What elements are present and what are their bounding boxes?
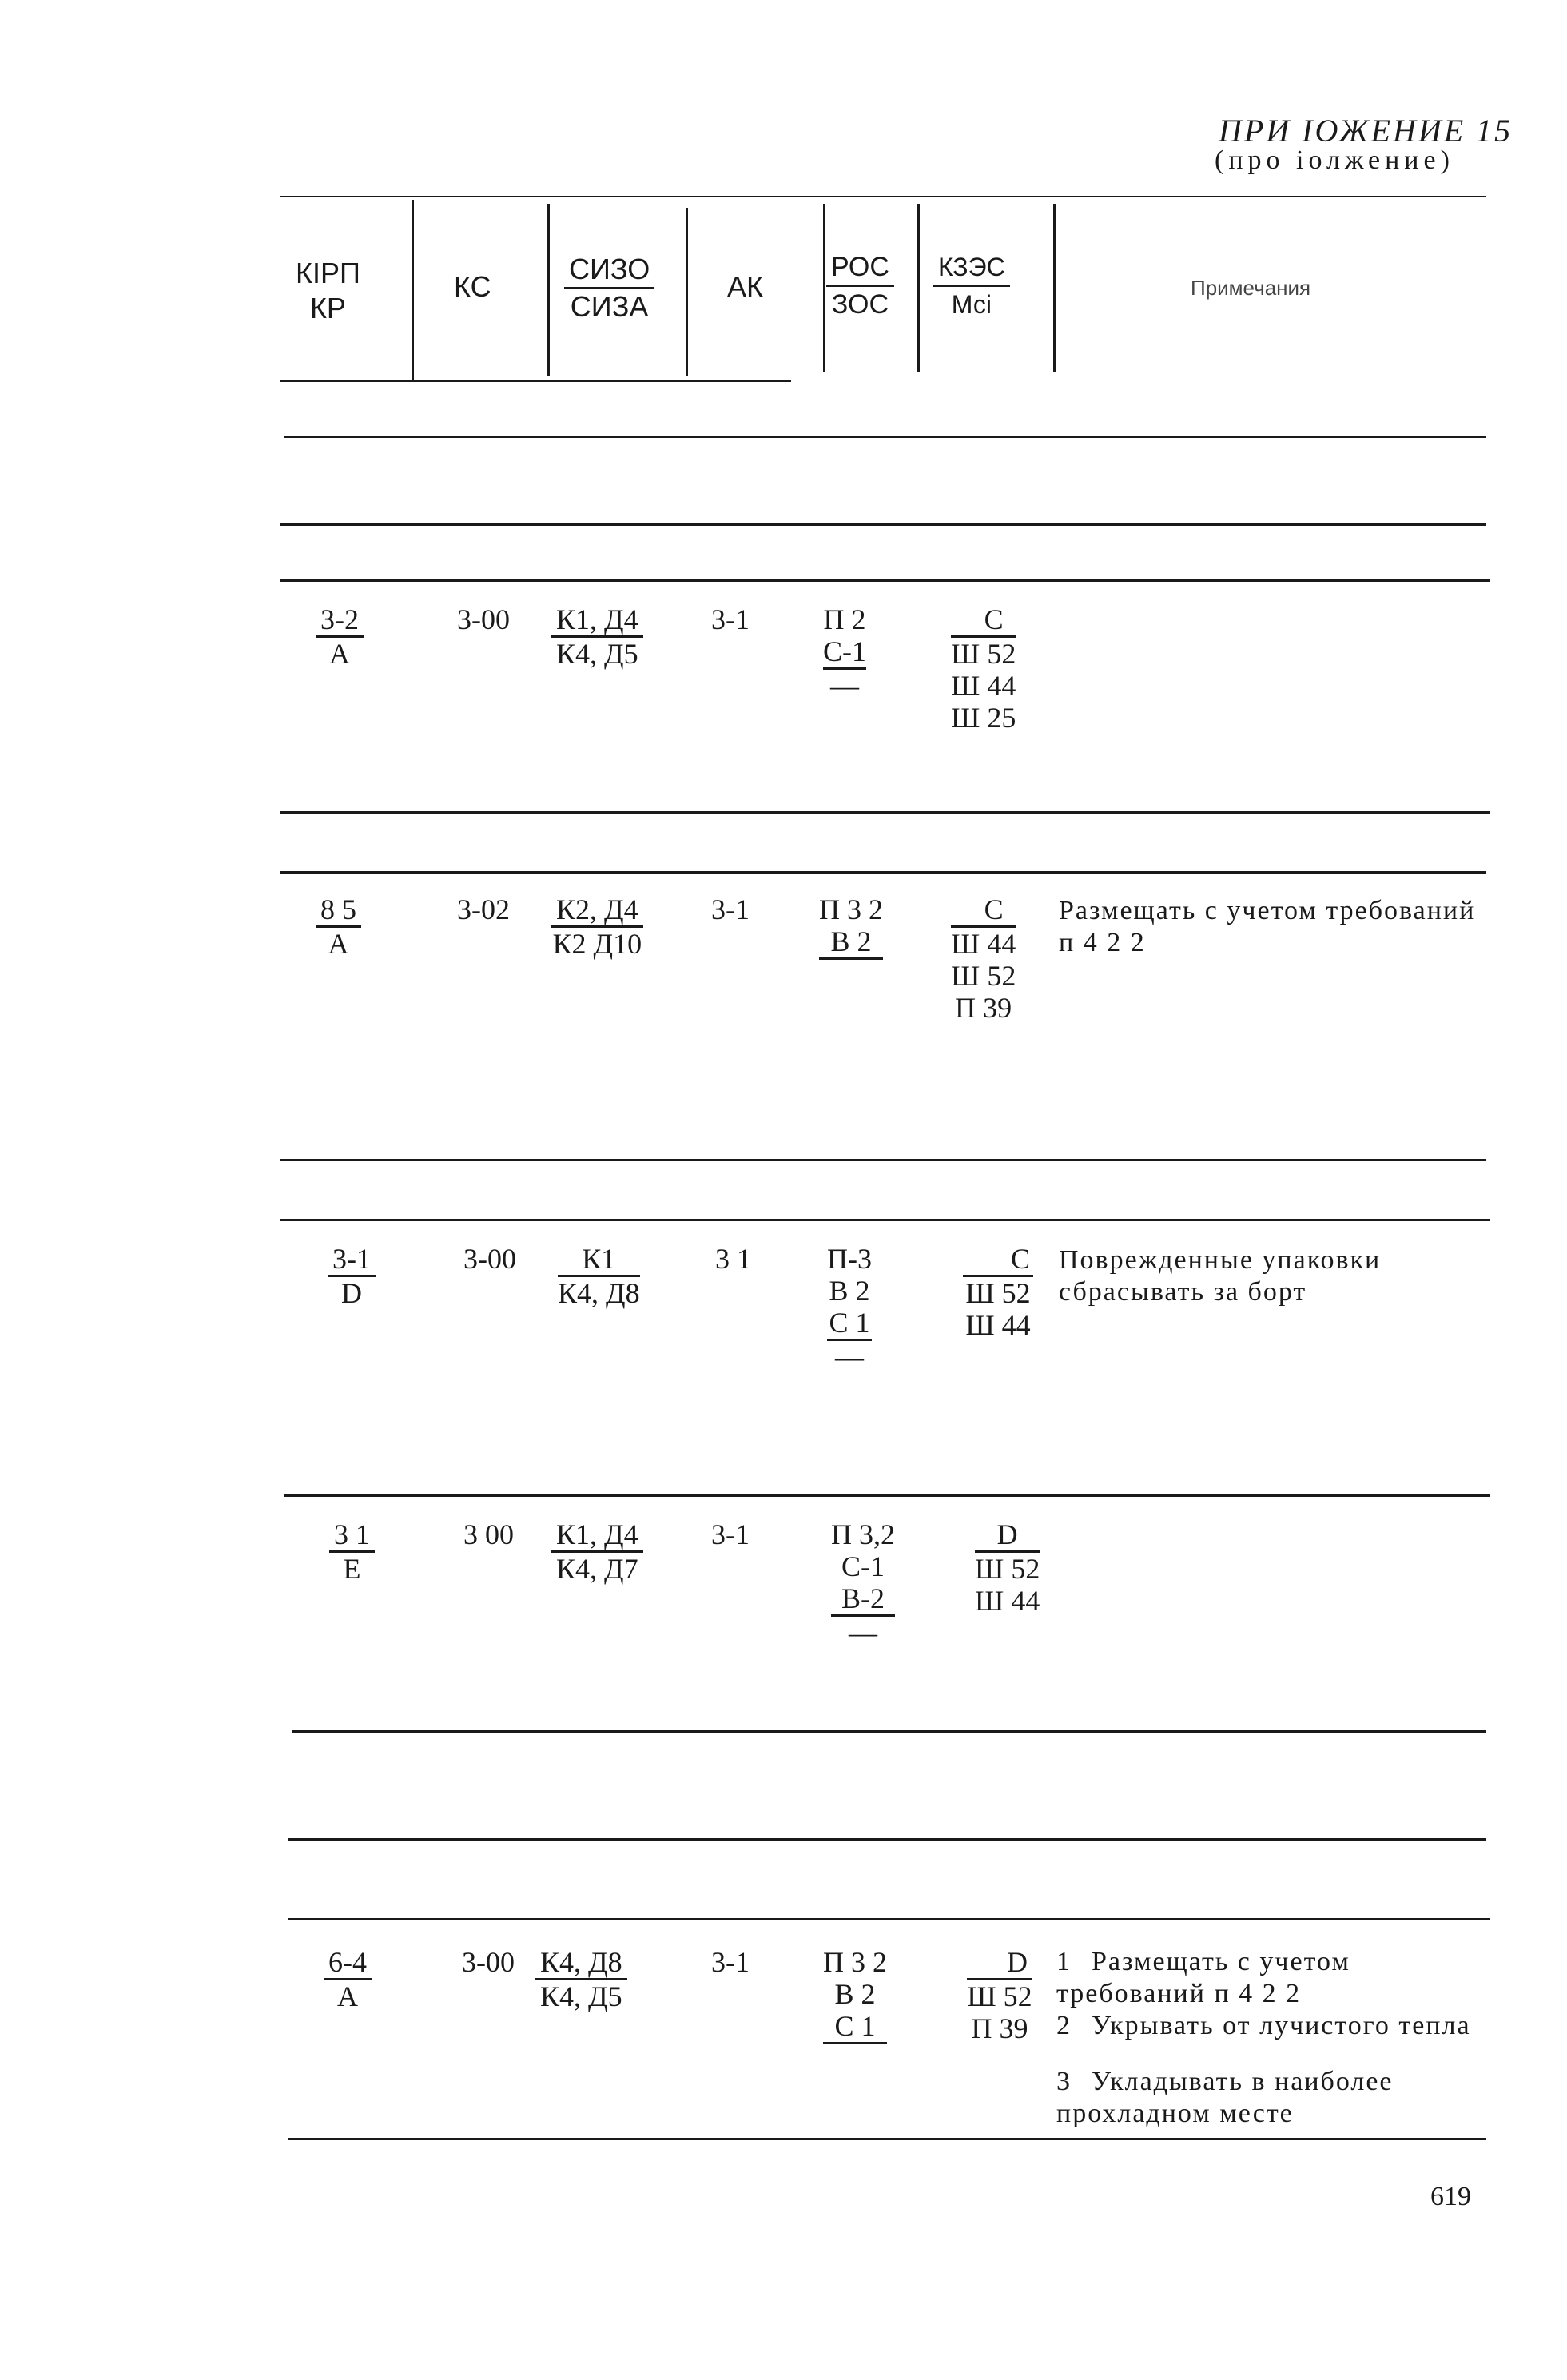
row3-kzes <box>963 1243 1033 1341</box>
header-col-notes: Примечания <box>1191 276 1311 300</box>
row1-ak: 3-1 <box>711 603 750 635</box>
row-rule <box>280 871 1486 874</box>
header-col-kr <box>296 256 360 326</box>
header-divider <box>547 204 550 376</box>
row1-ros-3: — <box>830 670 859 702</box>
header-col-kr-num: КІРП <box>296 257 360 289</box>
row-rule <box>284 1494 1490 1497</box>
row5-kzes-1: Ш 52 <box>967 1980 1032 2012</box>
row1-kzes-1: Ш 52 <box>951 638 1016 670</box>
row3-ros-4: — <box>835 1341 864 1373</box>
row4-kzes-2: Ш 44 <box>975 1585 1040 1617</box>
row5-ros-3: С 1 <box>823 2010 887 2044</box>
row3-ros-2: В 2 <box>829 1275 870 1307</box>
row5-ros <box>823 1946 887 2044</box>
row5-kzes-2: П 39 <box>971 2012 1028 2044</box>
row3-ros <box>827 1243 872 1373</box>
header-col-kzes <box>933 249 1010 322</box>
row4-ks: 3 00 <box>463 1518 514 1550</box>
header-col-sizo-num: СИЗО <box>564 252 654 289</box>
row5-kr-den: А <box>337 1980 358 2012</box>
row2-ros-2: В 2 <box>819 925 883 960</box>
row2-ak: 3-1 <box>711 893 750 925</box>
row1-ros <box>823 603 866 702</box>
header-col-kr-den: КР <box>309 292 346 324</box>
row5-kzes <box>967 1946 1032 2044</box>
row5-ks: 3-00 <box>462 1946 515 1978</box>
header-divider <box>823 204 825 372</box>
row4-ros-1: П 3,2 <box>831 1518 895 1550</box>
row5-kr-num: 6-4 <box>324 1946 372 1980</box>
row5-ak: 3-1 <box>711 1946 750 1978</box>
row5-note-2-text: Укрывать от лучистого тепла <box>1092 2011 1471 2040</box>
appendix-subtitle: (про іолжение) <box>1215 145 1454 175</box>
row1-kzes-2: Ш 44 <box>951 670 1016 702</box>
row1-ks: 3-00 <box>457 603 510 635</box>
header-divider <box>1053 204 1056 372</box>
row3-sizo-den: К4, Д8 <box>558 1277 640 1309</box>
row5-sizo-num: К4, Д8 <box>535 1946 627 1980</box>
row1-ros-2: С-1 <box>823 635 866 670</box>
row1-kr-num: 3-2 <box>316 603 364 638</box>
header-divider <box>917 204 920 372</box>
row5-sizo <box>535 1946 627 2012</box>
header-col-ak: АК <box>727 270 763 303</box>
row5-note-3-number: 3 <box>1056 2067 1070 2096</box>
row4-sizo-den: К4, Д7 <box>556 1553 638 1585</box>
header-col-ks: КС <box>454 270 491 303</box>
row3-kr-num: 3-1 <box>328 1243 376 1277</box>
row-rule <box>280 523 1486 526</box>
row-rule <box>284 436 1486 438</box>
row4-ros <box>831 1518 895 1649</box>
row5-note-1-number: 1 <box>1056 1947 1070 1976</box>
row2-sizo-num: К2, Д4 <box>551 893 643 928</box>
header-col-ros <box>826 249 894 322</box>
header-divider <box>686 208 688 376</box>
row1-kzes-num: С <box>951 603 1016 638</box>
row4-kr-den: Е <box>343 1553 361 1585</box>
row1-kr-den: А <box>329 638 350 670</box>
row3-ros-3: С 1 <box>827 1307 872 1341</box>
row2-kr-num: 8 5 <box>316 893 361 928</box>
row1-sizo <box>551 603 643 670</box>
row3-note: Поврежденные упаковки сбрасывать за борт <box>1059 1245 1382 1307</box>
row5-note-1-text: Размещать с учетом требований п 4 2 2 <box>1056 1947 1350 2008</box>
row2-kzes-1: Ш 44 <box>951 928 1016 960</box>
row4-ros-4: — <box>849 1617 877 1649</box>
row4-ak: 3-1 <box>711 1518 750 1550</box>
row-rule <box>280 1219 1490 1221</box>
row2-sizo-den: К2 Д10 <box>552 928 642 960</box>
row5-note-3-text: Укладывать в наиболее прохладном месте <box>1056 2067 1394 2128</box>
row4-ros-3: В-2 <box>831 1582 895 1617</box>
header-bottom-rule <box>280 380 791 382</box>
row5-sizo-den: К4, Д5 <box>540 1980 622 2012</box>
header-col-kzes-den: Мсі <box>951 290 992 319</box>
row3-ros-1: П-3 <box>827 1243 872 1275</box>
row5-note-1 <box>1056 1946 1488 2010</box>
row4-kr-num: 3 1 <box>329 1518 375 1553</box>
row1-sizo-num: К1, Д4 <box>551 603 643 638</box>
row2-kr <box>316 893 361 960</box>
row2-note: Размещать с учетом требований п 4 2 2 <box>1059 896 1476 957</box>
row4-sizo-num: К1, Д4 <box>551 1518 643 1553</box>
header-top-rule <box>280 196 1486 197</box>
row2-kzes-2: Ш 52 <box>951 960 1016 992</box>
row5-kr <box>324 1946 372 2012</box>
row4-kzes-num: D <box>975 1518 1040 1553</box>
row5-ros-2: В 2 <box>834 1978 876 2010</box>
row3-kr-den: D <box>341 1277 362 1309</box>
row3-sizo-num: К1 <box>558 1243 640 1277</box>
row4-sizo <box>551 1518 643 1585</box>
row4-ros-2: С-1 <box>841 1550 885 1582</box>
row-rule <box>280 1159 1486 1161</box>
row-rule <box>292 1730 1486 1733</box>
row3-ks: 3-00 <box>463 1243 516 1275</box>
header-col-sizo <box>564 252 654 324</box>
table-bottom-rule <box>288 2138 1486 2140</box>
row2-kzes <box>951 893 1016 1024</box>
row2-kr-den: А <box>328 928 349 960</box>
row-rule <box>288 1918 1490 1920</box>
row-rule <box>280 811 1490 814</box>
row4-kzes-1: Ш 52 <box>975 1553 1040 1585</box>
row2-kzes-num: С <box>951 893 1016 928</box>
row5-note-3 <box>1056 2066 1488 2130</box>
page-number: 619 <box>1430 2182 1471 2211</box>
row5-note-2-number: 2 <box>1056 2011 1070 2040</box>
header-col-ros-den: ЗОС <box>831 289 889 320</box>
row3-kzes-num: С <box>963 1243 1033 1277</box>
row1-kr <box>316 603 364 670</box>
row2-kzes-3: П 39 <box>955 992 1012 1024</box>
row2-ros <box>819 893 883 960</box>
row1-kzes-3: Ш 25 <box>951 702 1016 734</box>
header-col-ros-num: РОС <box>826 249 894 287</box>
header-divider <box>412 200 414 380</box>
row2-ks: 3-02 <box>457 893 510 925</box>
row3-sizo <box>558 1243 640 1309</box>
row2-ros-1: П 3 2 <box>819 893 883 925</box>
row1-ros-1: П 2 <box>823 603 866 635</box>
appendix-title: ПРИ ІОЖЕНИЕ 15 <box>1219 113 1513 149</box>
row2-sizo <box>551 893 643 960</box>
row3-ak: 3 1 <box>715 1243 751 1275</box>
row3-kzes-1: Ш 52 <box>965 1277 1031 1309</box>
row-rule <box>288 1838 1486 1841</box>
row1-sizo-den: К4, Д5 <box>556 638 638 670</box>
row4-kzes <box>975 1518 1040 1617</box>
row-rule <box>280 579 1490 582</box>
row1-kzes <box>951 603 1016 734</box>
row5-ros-1: П 3 2 <box>823 1946 887 1978</box>
row5-note-2 <box>1056 2010 1488 2042</box>
row3-kr <box>328 1243 376 1309</box>
row4-kr <box>329 1518 375 1585</box>
row3-kzes-2: Ш 44 <box>965 1309 1031 1341</box>
header-col-sizo-den: СИЗА <box>570 290 649 323</box>
header-col-kzes-num: КЗЭС <box>933 249 1010 287</box>
row5-kzes-num: D <box>967 1946 1032 1980</box>
